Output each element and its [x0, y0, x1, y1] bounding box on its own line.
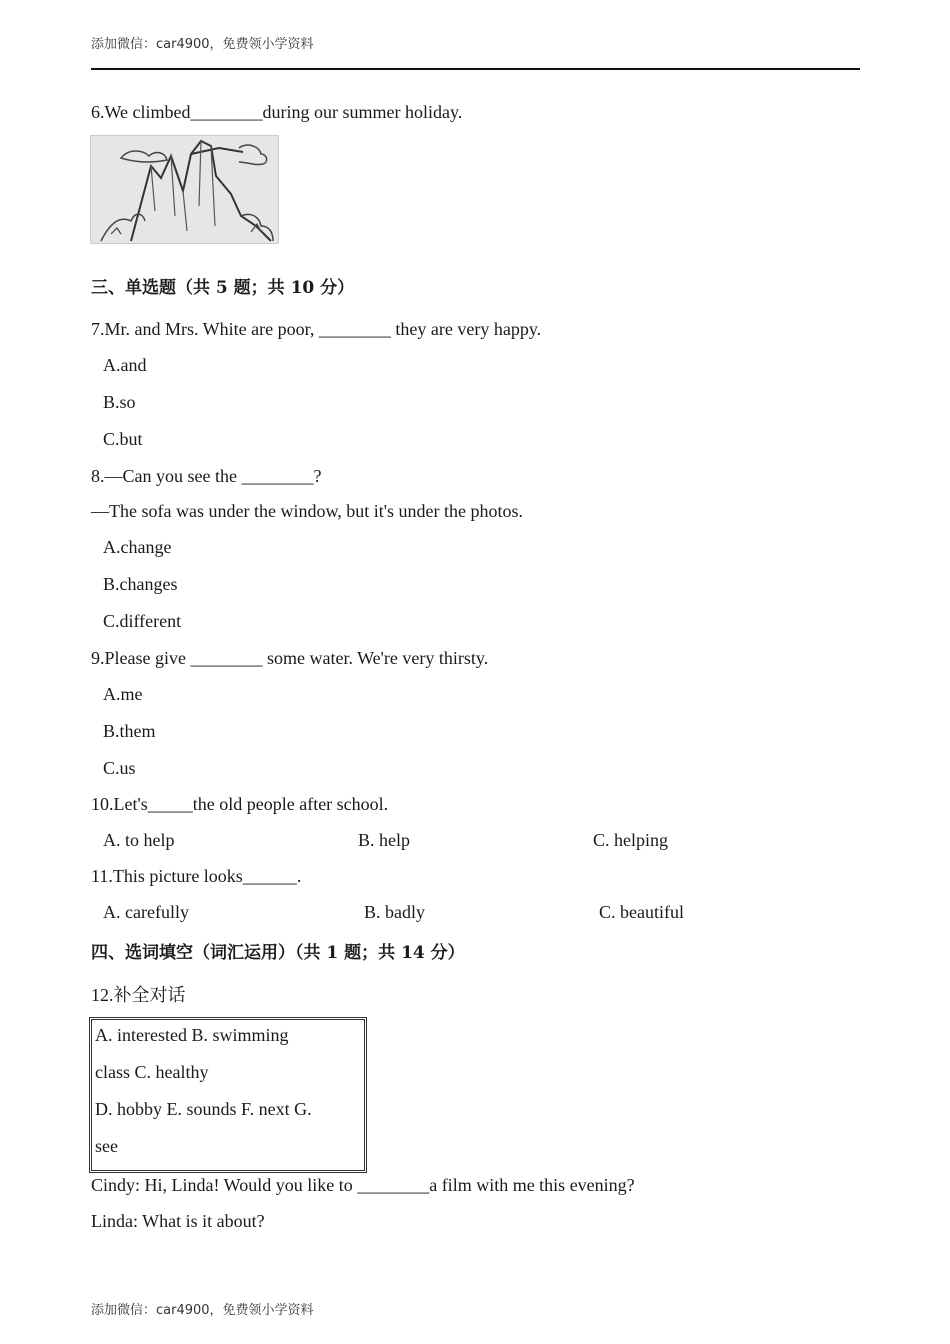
q10-stem: 10.Let's_____the old people after school. — [91, 794, 389, 814]
mountain-drawing-icon — [91, 136, 278, 243]
q10-option-b[interactable]: B. help — [358, 830, 410, 850]
q7-option-a[interactable]: A.and — [103, 355, 147, 375]
q9-option-b[interactable]: B.them — [103, 721, 156, 741]
header-divider — [91, 68, 860, 70]
q7-option-c[interactable]: C.but — [103, 429, 143, 449]
q11-option-a[interactable]: A. carefully — [103, 902, 189, 922]
q10-option-c[interactable]: C. helping — [593, 830, 668, 850]
q7-stem: 7.Mr. and Mrs. White are poor, ________ they are very happy. — [91, 319, 542, 339]
mountain-image — [90, 135, 279, 244]
q8-line2: —The sofa was under the window, but it's under the photos. — [91, 501, 523, 521]
q8-option-a[interactable]: A.change — [103, 537, 172, 557]
q8-option-b[interactable]: B.changes — [103, 574, 178, 594]
q11-stem: 11.This picture looks______. — [91, 866, 302, 886]
word-bank-line-1: A. interested B. swimming — [95, 1025, 289, 1045]
q8-stem: 8.—Can you see the ________? — [91, 466, 322, 486]
word-bank-line-3: D. hobby E. sounds F. next G. — [95, 1099, 312, 1119]
q8-option-c[interactable]: C.different — [103, 611, 182, 631]
dialogue-line-1: Cindy: Hi, Linda! Would you like to ________a film with me this evening? — [91, 1175, 635, 1195]
word-bank-box — [89, 1017, 367, 1173]
footer-note: 添加微信：car4900，免费领小学资料 — [91, 1303, 314, 1318]
q9-option-c[interactable]: C.us — [103, 758, 136, 778]
dialogue-line-2: Linda: What is it about? — [91, 1211, 265, 1231]
word-bank-line-2: class C. healthy — [95, 1062, 209, 1082]
header-note: 添加微信：car4900，免费领小学资料 — [91, 37, 314, 52]
q7-option-b[interactable]: B.so — [103, 392, 136, 412]
section-3-title: 三、单选题（共 5 题；共 10 分） — [91, 278, 355, 298]
q11-option-c[interactable]: C. beautiful — [599, 902, 684, 922]
q11-option-b[interactable]: B. badly — [364, 902, 425, 922]
q12-stem: 12.补全对话 — [91, 985, 186, 1005]
q6-stem: 6.We climbed________during our summer holiday. — [91, 102, 463, 122]
q10-option-a[interactable]: A. to help — [103, 830, 175, 850]
section-4-title: 四、选词填空（词汇运用）（共 1 题；共 14 分） — [91, 943, 465, 963]
word-bank-line-4: see — [95, 1136, 118, 1156]
q9-option-a[interactable]: A.me — [103, 684, 143, 704]
q9-stem: 9.Please give ________ some water. We're very thirsty. — [91, 648, 489, 668]
